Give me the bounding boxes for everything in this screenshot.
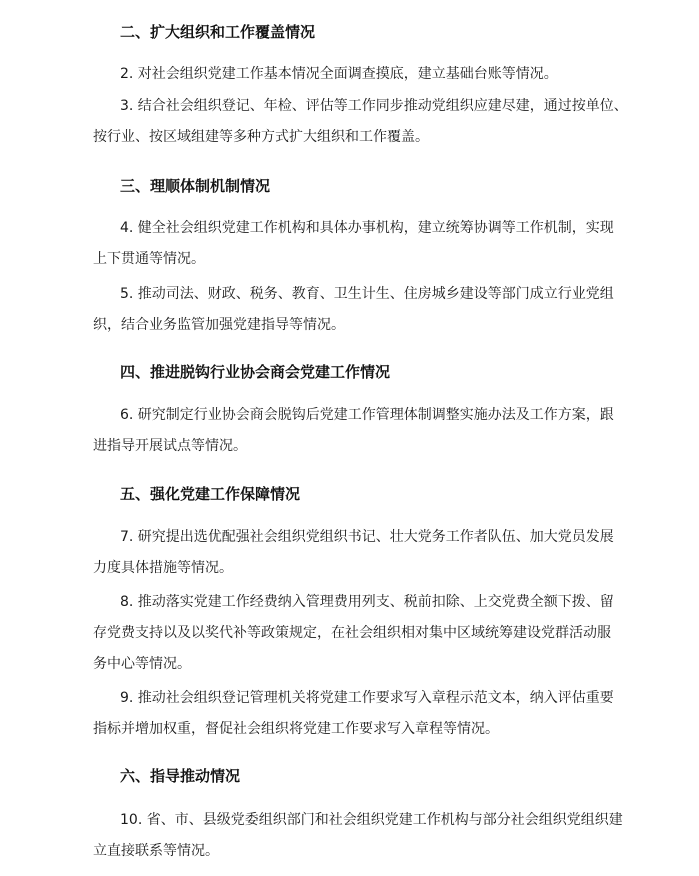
section-heading: 四、推进脱钩行业协会商会党建工作情况 <box>120 363 391 381</box>
paragraph-line: 上下贯通等情况。 <box>93 251 205 267</box>
paragraph-line: 6. 研究制定行业协会商会脱钩后党建工作管理体制调整实施办法及工作方案，跟 <box>120 407 614 423</box>
paragraph <box>93 279 633 341</box>
paragraph-line: 力度具体措施等情况。 <box>93 560 233 576</box>
paragraph <box>93 805 633 867</box>
section-heading: 五、强化党建工作保障情况 <box>120 485 301 503</box>
paragraph-line: 织，结合业务监管加强党建指导等情况。 <box>93 317 345 333</box>
paragraph <box>93 59 633 90</box>
paragraph <box>93 683 633 745</box>
paragraph-line: 4. 健全社会组织党建工作机构和具体办事机构，建立统筹协调等工作机制，实现 <box>120 220 614 236</box>
paragraph <box>93 213 633 275</box>
paragraph <box>93 587 633 680</box>
paragraph-line: 7. 研究提出选优配强社会组织党组织书记、壮大党务工作者队伍、加大党员发展 <box>120 529 614 545</box>
paragraph-line: 存党费支持以及以奖代补等政策规定，在社会组织相对集中区域统筹建设党群活动服 <box>93 625 611 641</box>
paragraph-line: 立直接联系等情况。 <box>93 843 219 859</box>
paragraph <box>93 400 633 462</box>
paragraph <box>93 91 633 153</box>
paragraph-line: 3. 结合社会组织登记、年检、评估等工作同步推动党组织应建尽建，通过按单位、 <box>120 98 628 114</box>
paragraph-line: 8. 推动落实党建工作经费纳入管理费用列支、税前扣除、上交党费全额下拨、留 <box>120 594 614 610</box>
paragraph-line: 10. 省、市、县级党委组织部门和社会组织党建工作机构与部分社会组织党组织建 <box>120 812 623 828</box>
paragraph-line: 指标并增加权重，督促社会组织将党建工作要求写入章程等情况。 <box>93 721 499 737</box>
section-heading: 六、指导推动情况 <box>120 767 241 785</box>
paragraph-line: 进指导开展试点等情况。 <box>93 438 247 454</box>
paragraph-line: 务中心等情况。 <box>93 656 191 672</box>
section-heading: 三、理顺体制机制情况 <box>120 177 271 195</box>
paragraph <box>93 522 633 584</box>
paragraph-line: 9. 推动社会组织登记管理机关将党建工作要求写入章程示范文本，纳入评估重要 <box>120 690 614 706</box>
paragraph-line: 2. 对社会组织党建工作基本情况全面调查摸底，建立基础台账等情况。 <box>120 66 558 82</box>
section-heading: 二、扩大组织和工作覆盖情况 <box>120 23 316 41</box>
paragraph-line: 按行业、按区域组建等多种方式扩大组织和工作覆盖。 <box>93 129 429 145</box>
paragraph-line: 5. 推动司法、财政、税务、教育、卫生计生、住房城乡建设等部门成立行业党组 <box>120 286 614 302</box>
